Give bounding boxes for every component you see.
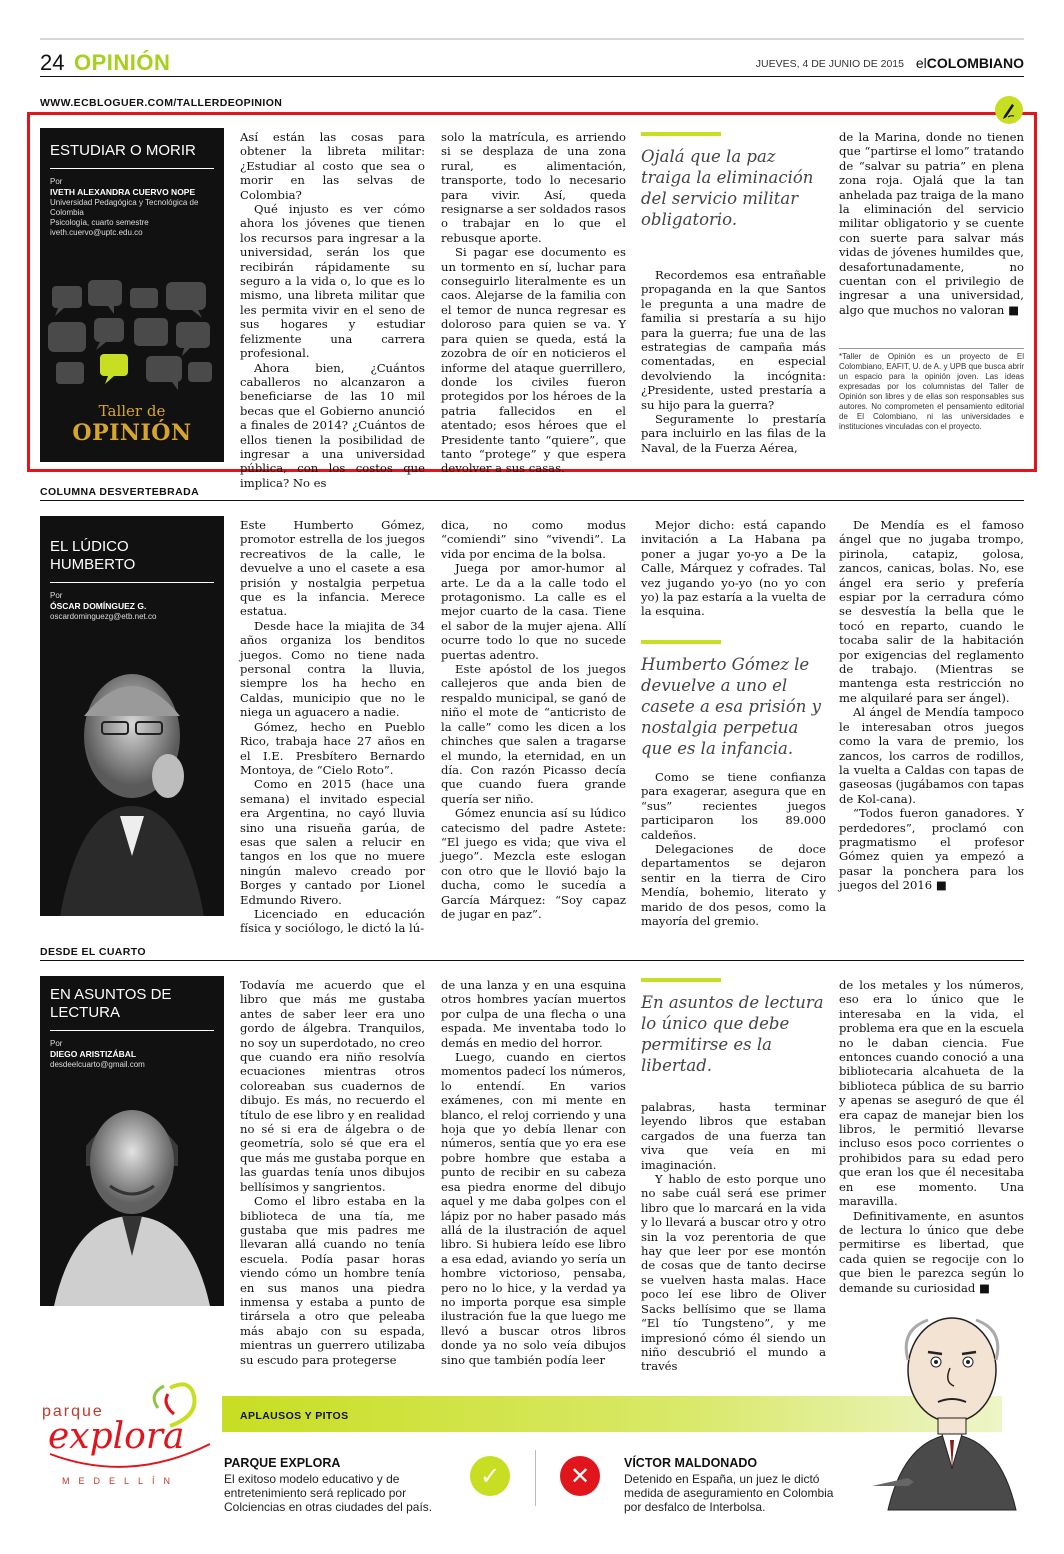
byline-prefix: Por bbox=[50, 1039, 63, 1048]
page-number: 24 bbox=[40, 50, 65, 75]
article1-column-2 bbox=[441, 130, 626, 476]
section-label-desde: DESDE EL CUARTO bbox=[40, 946, 146, 958]
article3-pullquote: En asuntos de lectura lo único que debe permitirse es la libertad. bbox=[641, 993, 824, 1075]
paragraph: palabras, hasta terminar leyendo libros que estaban cargados de una fuerza tan viva que veía en mi imaginación. bbox=[641, 1100, 826, 1172]
paragraph: Así están las cosas para obtener la libreta militar: ¿Estudiar al costo que sea o morir en las selvas de Colombia? bbox=[240, 130, 425, 202]
section-rule bbox=[40, 500, 1024, 501]
paragraph: Luego, cuando en ciertos momentos padecí los números, lo entendí. En varios exámenes, con mi mente en blanco, el reloj corriendo y una hoja que yo debía llenar con números, sentía que yo era ese pobre hombre que estaba a punto de recibir en su cabeza esa piedra enorme del dibujo aquel y me daba golpes con el lápiz por no haber pasado más allá de la ilustración de aquel libro. Si hubiera leído ese libro a esa edad, aviando yo sería un hombre victorioso, pensaba, pero no lo hice, y la verdad ya no importa porque esa simple ilustración fue la que luego me llevó a buscar otros libros donde ya no solo veía dibujos sino que también podía leer bbox=[441, 1050, 626, 1367]
paragraph: Definitivamente, en asuntos de lectura lo único que debe permitirse es libertad, que cada quien se regocije con lo que bien le parezca según lo demande su curiosidad ■ bbox=[839, 1208, 1024, 1295]
logo-big-text: explora bbox=[48, 1416, 185, 1457]
pullquote-bar bbox=[641, 640, 721, 644]
divider bbox=[535, 1450, 536, 1506]
article1-column-3 bbox=[641, 268, 826, 460]
paragraph: Qué injusto es ver cómo ahora los jóvenes que tienen los recursos para ingresar a la universidad, serán los que recibirán rápidamente su seguro a la vida o, lo que es lo mismo, una libreta militar que les permita vivir en el seno de sus hogares y estudiar felizmente una carrera profesional. bbox=[240, 202, 425, 361]
paragraph: Ahora bien, ¿Cuántos caballeros no alcanzaron a beneficiarse de las 10 mil becas que el Gobierno anunció a finales de 2014? ¿Cuántos de ellos tienen la posibilidad de ingresar a una universidad pública, con los costos que implica? No es bbox=[240, 360, 425, 490]
x-icon: ✕ bbox=[560, 1456, 600, 1496]
article1-column-4 bbox=[839, 130, 1024, 346]
pen-icon bbox=[995, 96, 1023, 124]
paragraph: Gómez, hecho en Pueblo Rico, trabaja hace 27 años en el I.E. Presbítero Bernardo Montoya, de “Cielo Roto”. bbox=[240, 719, 425, 777]
footnote-rule bbox=[839, 348, 1024, 349]
author-photo bbox=[40, 1086, 224, 1306]
paragraph: Como en 2015 (hace una semana) el invitado especial era Argentina, no cayó lluvia sino una risueña garúa, de esas que salen a relucir en tangos en los que no muere ningún malevo creado por Borges y cantado por Lionel Edmundo Rivero. bbox=[240, 777, 425, 907]
article1-column-1 bbox=[240, 130, 425, 490]
article2-column-4 bbox=[839, 518, 1024, 918]
pullquote-bar bbox=[641, 132, 721, 136]
byline-prefix: Por bbox=[50, 177, 63, 186]
paragraph: Seguramente lo prestaría para incluirlo en las filas de la Naval, de la Fuerza Aérea, bbox=[641, 412, 826, 455]
parque-explora-logo bbox=[40, 1368, 220, 1498]
aplauso-text: El exitoso modelo educativo y de entretenimiento será replicado por Colciencias en otras ciudades del país. bbox=[224, 1472, 433, 1514]
article1-email[interactable]: iveth.cuervo@uptc.edu.co bbox=[50, 228, 143, 237]
article1-university: Universidad Pedagógica y Tecnológica de Colombia bbox=[50, 198, 199, 217]
paragraph: Como se tiene confianza para exagerar, asegura que en “sus” recientes juegos participaron los 89.000 caldeños. bbox=[641, 770, 826, 842]
logo-small-text: parque bbox=[42, 1403, 104, 1420]
paragraph: Desde hace la miajita de 34 años organiza los benditos juegos. Como no tiene nada personal contra la lluvia, siempre los ha hecho en Caldas, municipio que no le niega un aguacero a nadie. bbox=[240, 618, 425, 720]
article2-column-3a bbox=[641, 518, 826, 638]
article3-column-2 bbox=[441, 978, 626, 1370]
paragraph: solo la matrícula, es arriendo si se desplaza de una zona rural, es alimentación, transporte, todo lo necesario para vivir. Así, queda resignarse a ser soldados rasos o trabajar en lo que el rebusque aporte. bbox=[441, 130, 626, 245]
article1-footnote: *Taller de Opinión es un proyecto de El Colombiano, EAFIT, U. de A. y UPB que busca abrir un espacio para la opinión joven. Las ideas expresadas por los columnistas del Taller de Opinión son libres y de ellas son responsables sus autores. No comprometen el pensamiento editorial de El Colombiano, ni las universidades e instituciones vinculadas con el proyecto. bbox=[839, 352, 1024, 431]
paragraph: Delegaciones de doce departamentos se dejaron sentir en la tierra de Ciro Mendía, bohemio, literato y marido de dos pesos, como la mayoría del gremio. bbox=[641, 842, 826, 929]
paragraph: Recordemos esa entrañable propaganda en la que Santos le pregunta a una madre de familia si prestaría a su hijo para la guerra; fue una de las estrategias de campaña más comentadas, en especial devolviendo la incógnita: ¿Presidente, usted prestaría a su hijo para la guerra? bbox=[641, 268, 826, 412]
taller-de-opinion-logo: Taller de OPINIÓN bbox=[72, 402, 192, 446]
paragraph: de la Marina, donde no tienen que “partirse el lomo” tratando de “salvar su patria” en plena zona roja. Ojalá que la tan anhelada paz traiga de la mano la eliminación del servicio militar obligatorio y se cuente con suerte para salvar más vidas de jóvenes humildes que, desafortunadamente, no cuentan con el privilegio de ingresar a una universidad, algo que muchos no valoran ■ bbox=[839, 130, 1024, 317]
article2-email[interactable]: oscardominguezg@etb.net.co bbox=[50, 612, 157, 621]
paragraph: Gómez enuncia así su lúdico catecismo del padre Astete: “El juego es vida; que viva el juego”. Mezcla este eslogan con otro que le llovió bajo la ducha, como le sucedía a García Márquez: “Soy capaz de jugar en paz”. bbox=[441, 806, 626, 921]
article3-email[interactable]: desdeelcuarto@gmail.com bbox=[50, 1060, 145, 1069]
article3-title: EN ASUNTOS DE LECTURA bbox=[50, 986, 214, 1031]
newspaper-name: elCOLOMBIANO bbox=[915, 55, 1024, 71]
article1-title: ESTUDIAR O MORIR bbox=[50, 142, 214, 169]
article1-infobox bbox=[40, 128, 224, 462]
page-header bbox=[40, 50, 1024, 76]
article1-pullquote: Ojalá que la paz traiga la eliminación del servicio militar obligatorio. bbox=[641, 147, 814, 229]
paragraph: Como el libro estaba en la biblioteca de una tía, me gustaba que mis padres me llevaran allá cuando no tenía escuela. Podía pasar horas viendo cómo un hombre tenía en sus manos una piedra inmensa y estaba a punto de tirársela a otro que peleaba más abajo con su espada, mientras un guerrero utilizaba su escudo para protegerse bbox=[240, 1194, 425, 1367]
aplauso-title: PARQUE EXPLORA bbox=[224, 1456, 341, 1470]
paragraph: Este Humberto Gómez, promotor estrella de los juegos recreativos de la calle, le devuelve a uno el casete a esa prisión y nostalgia perpetua que es la infancia. Merece estatua. bbox=[240, 518, 425, 619]
speech-bubbles-illustration bbox=[48, 278, 216, 398]
paragraph: Y hablo de esto porque uno no sabe cuál será ese primer libro que lo marcará en la vida y lo llevará a buscar otro y otro sin la voz perentoria de que hay que leer por ese montón de cosas que de tanto decirse se vuelven hasta malas. Hace poco leí ese libro de Oliver Sacks bellísimo que se llama “El tío Tungsteno”, y me impresionó cómo él siendo un niño descubrió el mundo a través bbox=[641, 1172, 826, 1374]
section-label-taller[interactable]: WWW.ECBLOGUER.COM/TALLERDEOPINION bbox=[40, 97, 283, 109]
top-rule bbox=[40, 38, 1024, 40]
pito-text: Detenido en España, un juez le dictó medida de aseguramiento en Colombia por desfalco de Interbolsa. bbox=[624, 1472, 834, 1514]
author-photo bbox=[40, 646, 224, 916]
article3-column-4 bbox=[839, 978, 1024, 1308]
article2-pullquote: Humberto Gómez le devuelve a uno el casete a esa prisión y nostalgia perpetua que es la infancia. bbox=[641, 655, 821, 758]
paragraph: de una lanza y en una esquina otros hombres yacían muertos por culpa de una flecha o una espada. Me inventaba todo lo demás en medio del horror. bbox=[441, 978, 626, 1050]
section-name: OPINIÓN bbox=[74, 50, 171, 75]
section-rule bbox=[40, 960, 1024, 961]
paragraph: Licenciado en educación física y sociólogo, le dictó la lú- bbox=[240, 906, 425, 936]
paragraph: de los metales y los números, eso era lo único que le interesaba en la vida, el problema era que en la escuela no le daban ciencia. Fue entonces cuando conoció a una bibliotecaria alcahueta de la biblioteca pública de su barrio y apenas se aseguró de que él era capaz de manejar bien los libros, le permitió llevarse incluso esos poco corrientes o prohibidos para su edad pero que eran los que él necesitaba en ese momento. Una maravilla. bbox=[839, 978, 1024, 1209]
paragraph: Este apóstol de los juegos callejeros que anda bien de respaldo municipal, se ganó de niño el mote de “anticristo de la calle” como les dicen a los chinches que salen a tragarse el mundo, la eternidad, en un día. Con razón Picasso decía que cuando fuera grande quería ser niño. bbox=[441, 662, 626, 806]
article3-author: DIEGO ARISTIZÁBAL bbox=[50, 1049, 137, 1059]
aplausos-label: APLAUSOS Y PITOS bbox=[240, 1410, 349, 1422]
paragraph: Todavía me acuerdo que el libro que más me gustaba antes de saber leer era uno gordo de álgebra. Tranquilos, no soy un superdotado, no creo que cuando era niño resolvía ecuaciones mientras otros coloreaban sus cuadernos de dibujo. Es más, no recuerdo el título de ese libro y en realidad no sé si era de álgebra o de geometría, solo sé que era el que más me gustaba porque en las guardas tenía unos dibujos bellísimos y sangrientos. bbox=[240, 978, 425, 1194]
logo-city-text: MEDELLÍN bbox=[62, 1476, 180, 1486]
article2-column-3b bbox=[641, 770, 826, 929]
paragraph: “Todos fueron ganadores. Y perdedores”, proclamó con pragmatismo el profesor Gómez quien ya empezó a pasar la ponchera para los juegos del 2016 ■ bbox=[839, 806, 1024, 893]
pito-title: VÍCTOR MALDONADO bbox=[624, 1456, 758, 1470]
article2-title: EL LÚDICO HUMBERTO bbox=[50, 538, 214, 583]
section-label-columna: COLUMNA DESVERTEBRADA bbox=[40, 486, 200, 498]
paragraph: Mejor dicho: está capando invitación a La Habana pa poner a jugar yo-yo a De la Calle, Márquez y cofrades. Tal vez jugando yo-yo (no yo con yo) la paz estaría a la vuelta de la esquina. bbox=[641, 518, 826, 619]
article1-program: Psicología, cuarto semestre bbox=[50, 218, 149, 227]
article2-column-1 bbox=[240, 518, 425, 936]
byline-prefix: Por bbox=[50, 591, 63, 600]
paragraph: Si pagar ese documento es un tormento en sí, luchar para conseguirlo literalmente es un caos. Alejarse de la familia con el temor de nunca regresar es doloroso para quien se va. Y para quien se queda, está la zozobra de oír en noticieros el informe del ataque guerrillero, donde los civiles fueron protegidos por los héroes de la patria fallecidos en el atentado; esos héroes que el Presidente tanto “quiere”, que tanto “protege” y que espera devolver a sus casas. bbox=[441, 245, 626, 476]
article1-author: IVETH ALEXANDRA CUERVO NOPE bbox=[50, 187, 196, 197]
article2-column-2 bbox=[441, 518, 626, 921]
paragraph: Juega por amor-humor al arte. Le da a la calle todo el protagonismo. La calle es el mejor cuarto de la casa. Tiene el sabor de la mujer ajena. Allí ocurre todo lo que no sucede puertas adentro. bbox=[441, 561, 626, 662]
header-rule bbox=[40, 76, 1024, 77]
article3-column-1 bbox=[240, 978, 425, 1370]
pullquote-bar bbox=[641, 978, 721, 982]
paragraph: De Mendía es el famoso ángel que no jugaba trompo, pirinola, catapiz, golosa, zancos, canicas, bolas. No, ese ángel era serio y prefería espiar por la cerradura cómo se desvestía la bella que le tocó en reparto, cuando le tocaba salir de la habitación por exigencias del reglamento de trabajo. (Mientras se mantenga esta restricción no me alquilaré para ser ángel). bbox=[839, 518, 1024, 705]
article2-infobox bbox=[40, 516, 224, 916]
issue-date: JUEVES, 4 DE JUNIO DE 2015 bbox=[755, 58, 904, 70]
check-icon: ✓ bbox=[470, 1456, 510, 1496]
caricature-illustration bbox=[868, 1310, 1028, 1510]
article3-infobox bbox=[40, 976, 224, 1306]
paragraph: Al ángel de Mendía tampoco le interesaban otros juegos como la vara de premio, los zancos, los carros de rodillos, la vuelta a Caldas con tapas de gaseosas (jugábamos con tapas de Kol-cana). bbox=[839, 705, 1024, 806]
paragraph: dica, no como modus “comiendi” sino “vivendi”. La vida por encima de la bolsa. bbox=[441, 518, 626, 561]
article2-author: ÓSCAR DOMÍNGUEZ G. bbox=[50, 601, 147, 611]
article3-column-3 bbox=[641, 1100, 826, 1374]
